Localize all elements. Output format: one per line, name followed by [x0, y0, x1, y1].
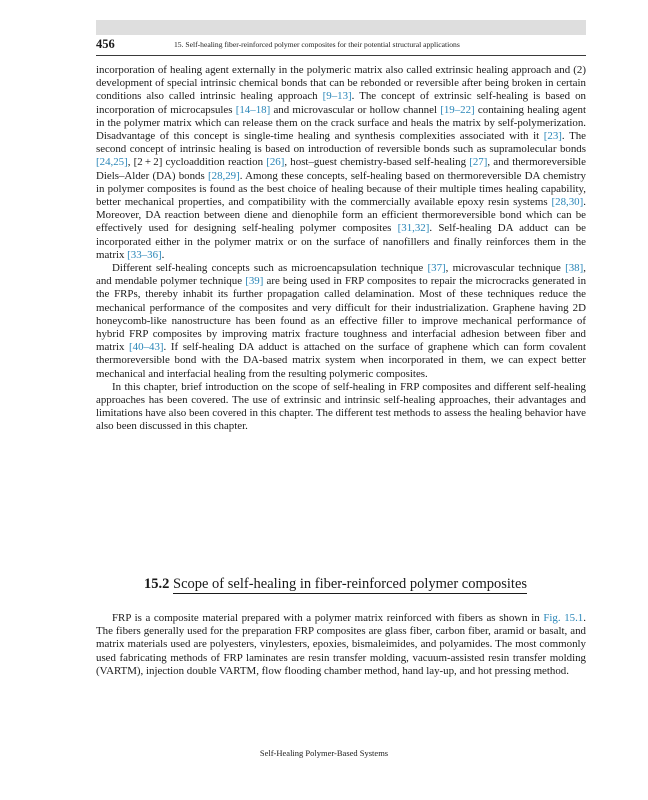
page-footer: Self-Healing Polymer-Based Systems — [259, 748, 389, 758]
section-text — [96, 612, 586, 678]
citation-link[interactable]: [14–18] — [235, 103, 271, 116]
citation-link[interactable]: [23] — [543, 130, 562, 143]
paragraph-2: Different self-healing concepts such as microencapsulation technique [37], microvascular technique [38], and mendable polymer technique [39] are being used in FRP composites to repair the microcracks generated in the FRPs, thereby inhabit its further propagation called delamination. Most of these techniques reduce the mechanical performance of the composites and very difficult for their industrialization. Graphene having 2D honeycomb-like nanostructure has been found as an effective filler to improve mechanical performance of hybrid FRP composites by improving matrix fracture toughness and interfacial adhesion between fiber and matrix [40–43]. If self-healing DA adduct is attached on the surface of graphene which can form covalent thermoreversible bond with the DA-based matrix system when incorporated in them, we can expect better mechanical and interfacial healing from the resulting polymeric composites. — [96, 262, 587, 380]
section-heading — [144, 576, 527, 593]
paragraph-3: In this chapter, brief introduction on the scope of self-healing in FRP composites and different self-healing approaches has been covered. The use of extrinsic and intrinsic self-healing approaches, their advantages and limitations have also been covered in this chapter. The different test methods to assess the healing behavior have also been discussed in this chapter. — [96, 380, 586, 433]
citation-link[interactable]: [39] — [245, 275, 264, 288]
citation-link[interactable]: [24,25] — [96, 156, 128, 169]
citation-link[interactable]: [31,32] — [397, 222, 430, 235]
citation-link[interactable]: [33–36] — [127, 248, 162, 261]
citation-link[interactable]: [27] — [469, 156, 488, 169]
body-text — [96, 64, 586, 434]
section-number: 15.2 — [144, 576, 170, 592]
page-number: 456 — [96, 37, 115, 51]
citation-link[interactable]: [26] — [266, 156, 285, 169]
header-bar — [96, 20, 586, 35]
section-paragraph-1: FRP is a composite material prepared with a polymer matrix reinforced with fibers as shown in Fig. 15.1. The fibers generally used for the preparation FRP composites are glass fiber, carbon fiber, aramid or basalt, and matrix materials used are polyesters, vinylesters, epoxies, bismaleimides, and polyamides. The most commonly used fabricating methods of FRP laminates are resin transfer molding, vacuum-assisted resin transfer molding (VARTM), injection double VARTM, flow flooding chamber method, hand lay-up, and hot pressing method. — [96, 612, 586, 677]
section-title: Scope of self-healing in fiber-reinforced polymer composites — [173, 576, 528, 592]
citation-link[interactable]: [38] — [565, 262, 584, 275]
paragraph-1: incorporation of healing agent externally in the polymeric matrix also called extrinsic healing approach and (2) development of special intrinsic chemical bonds that can be rebonded or reversible after being broken in certain conditions also called intrinsic healing approach [9–13]. The concept of extrinsic self-healing is based on incorporation of microcapsules [14–18] and microvascular or hollow channel [19–22] containing healing agent in the polymer matrix which can release them on the crack surface and heals the matrix by self-polymerization. Disadvantage of this concept is single-time healing and synthesis complexities associated with it [23]. The second concept of intrinsic healing is based on introduction of reversible bonds such as supramolecular bonds [24,25], [2 + 2] cycloaddition reaction [26], host–guest chemistry-based self-healing [27], and thermoreversible Diels–Alder (DA) bonds [28,29]. Among these concepts, self-healing based on thermoreversible DA chemistry in polymer composites is found as the best choice of healing because of their multiple times healing capability, better mechanical properties, and compatibility with the commercially available epoxy resin systems [28,30]. Moreover, DA reaction between diene and dienophile form an efficient thermoreversible bond which can be effectively used for designing self-healing polymer composites [31,32]. Self-healing DA adduct can be incorporated either in the polymer matrix or on the surface of nanofillers and finally reinforces them in the matrix [33–36]. — [96, 64, 586, 261]
citation-link[interactable]: [28,29] — [208, 169, 240, 182]
running-header: 15. Self-healing fiber-reinforced polymer composites for their potential structural applications — [174, 40, 460, 49]
page-header — [96, 37, 586, 56]
citation-link[interactable]: [9–13] — [322, 90, 352, 103]
citation-link[interactable]: [40–43] — [129, 341, 164, 354]
citation-link[interactable]: [19–22] — [440, 103, 475, 116]
citation-link[interactable]: [28,30] — [551, 196, 584, 209]
figure-link[interactable]: Fig. 15.1 — [543, 612, 584, 624]
citation-link[interactable]: [37] — [427, 262, 446, 275]
